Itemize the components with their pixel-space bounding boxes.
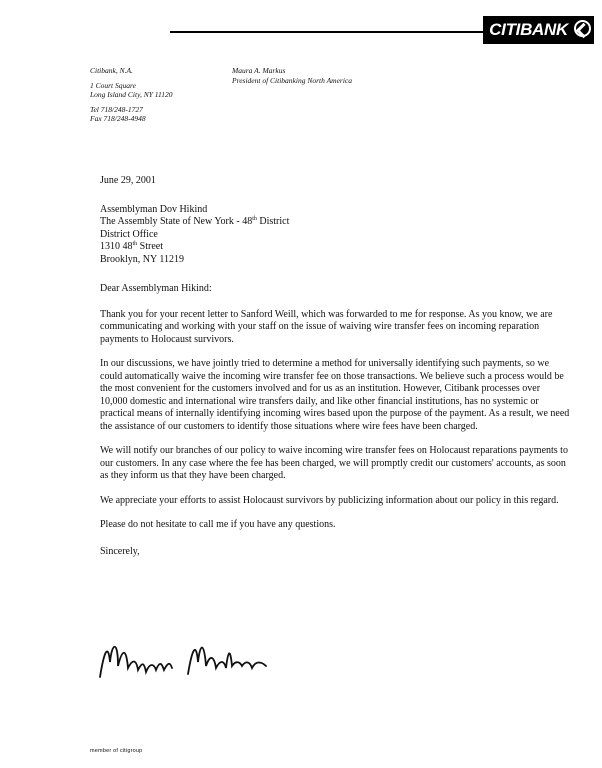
sender-tel: Tel 718/248-1727	[90, 104, 143, 114]
recipient-address	[100, 204, 570, 267]
recipient-city: Brooklyn, NY 11219	[100, 253, 184, 265]
salutation: Dear Assemblyman Hikind:	[100, 283, 212, 294]
paragraph-5: Please do not hesitate to call me if you have any questions.	[100, 519, 336, 530]
letter-body	[100, 175, 570, 558]
citibank-logo	[483, 16, 594, 44]
sender-name: Citibank, N.A.	[90, 66, 133, 75]
paragraph-1: Thank you for your recent letter to Sanford Weill, which was forwarded to me for response. As you know, we are communicating and working with your staff on the issue of waiving wire transfer fees on incoming reparation payments to Holocaust survivors.	[100, 308, 553, 345]
recipient-org: The Assembly State of New York - 48th District	[100, 216, 290, 227]
signature-image	[96, 632, 286, 690]
letterhead-bar	[0, 14, 602, 46]
executive-title: President of Citibanking North America	[232, 75, 352, 85]
executive-block	[232, 66, 352, 85]
recipient-office: District Office	[100, 228, 158, 240]
sender-address-line2: Long Island City, NY 11120	[90, 90, 173, 99]
paragraph-4: We appreciate your efforts to assist Holocaust survivors by publicizing information about our policy in this regard.	[100, 494, 559, 506]
recipient-name: Assemblyman Dov Hikind	[100, 203, 208, 215]
sender-fax: Fax 718/248-4948	[90, 114, 146, 123]
paragraph-2: In our discussions, we have jointly tried to determine a method for universally identifying such payments, so we could automatically waive the incoming wire transfer fee on those transactions. We believe such a process would be the most convenient for the customers involved and for us as an institution. However, Citibank processes over 10,000 domestic and international wire transfers daily, and like other financial institutions, has no systemic or practical means of internally identifying incoming wires based upon the purpose of the payment. As a result, we need the assistance of our customers to identify those situations where wire fees have been charged.	[100, 358, 570, 432]
letterhead-rule	[170, 31, 492, 33]
logo-arc-icon	[574, 20, 591, 37]
recipient-street: 1310 48th Street	[100, 241, 163, 252]
paragraph-3: We will notify our branches of our policy to waive incoming wire transfer fees on Holocaust reparations payments to our customers. In any case where the fee has been charged, we will promptly credit our customers' accounts, as soon as they inform us that they have been charged.	[100, 445, 568, 481]
letter-date: June 29, 2001	[100, 175, 156, 186]
logo-text: CITIBANK	[489, 20, 568, 39]
footer-note: member of citigroup	[90, 748, 143, 754]
closing: Sincerely,	[100, 545, 140, 557]
sender-address-line1: 1 Court Square	[90, 80, 136, 90]
executive-name: Maura A. Markus	[232, 66, 286, 75]
sender-block	[90, 66, 172, 124]
